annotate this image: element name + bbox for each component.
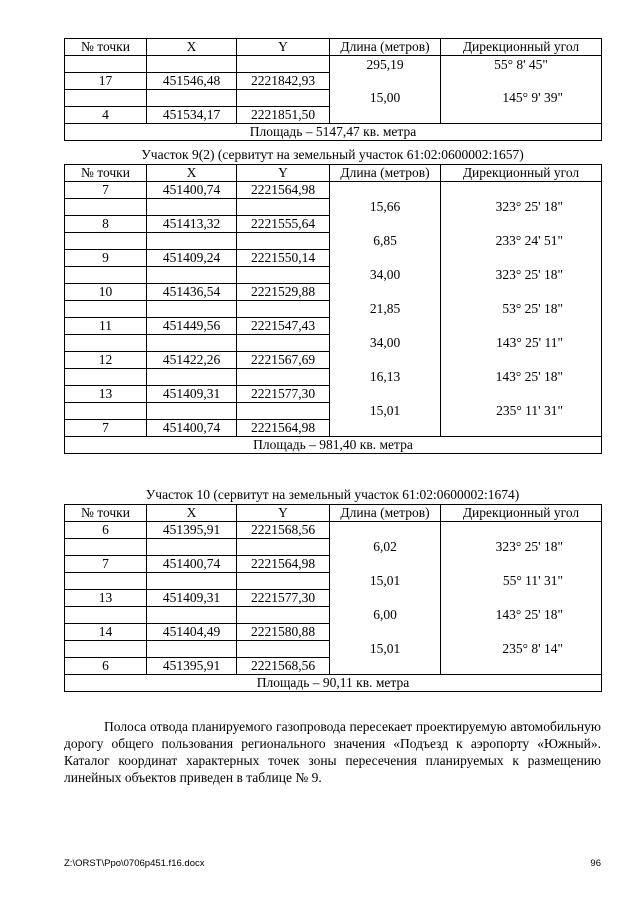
- header-y: Y: [237, 505, 330, 522]
- header-x: X: [147, 39, 237, 56]
- point-number: 17: [65, 73, 147, 90]
- table-row: [65, 250, 602, 267]
- table-header-row: [65, 505, 602, 522]
- point-x: 451409,31: [147, 590, 237, 607]
- area-value: Площадь – 5147,47 кв. метра: [65, 124, 602, 141]
- segment-angle: 323° 25' 18": [441, 199, 602, 216]
- segment-angle: 145° 9' 39": [441, 90, 602, 107]
- point-y: 2221547,43: [237, 318, 330, 335]
- segment-angle: 233° 24' 51": [441, 233, 602, 250]
- point-number: 10: [65, 284, 147, 301]
- segment-angle: 143° 25' 18": [441, 607, 602, 624]
- page-number: 96: [590, 858, 601, 869]
- table-row: [65, 301, 602, 318]
- table-row: [65, 624, 602, 641]
- segment-length: 21,85: [330, 301, 441, 318]
- area-row: [65, 437, 602, 454]
- point-x: 451449,56: [147, 318, 237, 335]
- point-y: 2221567,69: [237, 352, 330, 369]
- segment-length: 15,66: [330, 199, 441, 216]
- footer-file-path: Z:\ORST\Ppo\0706p451.f16.docx: [64, 858, 205, 869]
- point-number: 8: [65, 216, 147, 233]
- point-y: 2221550,14: [237, 250, 330, 267]
- segment-length: 6,85: [330, 233, 441, 250]
- point-number: 7: [65, 420, 147, 437]
- point-x: 451422,26: [147, 352, 237, 369]
- segment-angle: 235° 8' 14": [441, 641, 602, 658]
- section-10-title: Участок 10 (сервитут на земельный участок 61:02:0600002:1674): [145, 487, 520, 502]
- point-y: 2221568,56: [237, 658, 330, 675]
- table-row: [65, 199, 602, 216]
- point-y: 2221555,64: [237, 216, 330, 233]
- table-row: [65, 386, 602, 403]
- segment-length: 15,01: [330, 641, 441, 658]
- segment-angle: 323° 25' 18": [441, 267, 602, 284]
- table-row: [65, 56, 602, 73]
- point-number: 13: [65, 590, 147, 607]
- table-header-row: [65, 39, 602, 56]
- point-y: 2221529,88: [237, 284, 330, 301]
- point-number: 9: [65, 250, 147, 267]
- point-x: 451546,48: [147, 73, 237, 90]
- header-length: Длина (метров): [330, 39, 441, 56]
- header-point: № точки: [65, 165, 147, 182]
- header-angle: Дирекционный угол: [441, 165, 602, 182]
- point-y: 2221564,98: [237, 556, 330, 573]
- table-row: [65, 420, 602, 437]
- segment-length: 15,01: [330, 403, 441, 420]
- point-number: 4: [65, 107, 147, 124]
- point-number: 6: [65, 522, 147, 539]
- point-x: 451534,17: [147, 107, 237, 124]
- point-x: 451404,49: [147, 624, 237, 641]
- point-number: 13: [65, 386, 147, 403]
- table-row: [65, 216, 602, 233]
- segment-angle: 55° 8' 45": [441, 56, 602, 73]
- table-row: [65, 352, 602, 369]
- point-number: 6: [65, 658, 147, 675]
- area-row: [65, 124, 602, 141]
- segment-length: 15,01: [330, 573, 441, 590]
- table-row: [65, 522, 602, 539]
- point-number: 7: [65, 182, 147, 199]
- area-row: [65, 675, 602, 692]
- point-number: 14: [65, 624, 147, 641]
- table-row: [65, 641, 602, 658]
- point-x: 451409,31: [147, 386, 237, 403]
- table-row: [65, 607, 602, 624]
- table-row: [65, 284, 602, 301]
- point-number: 7: [65, 556, 147, 573]
- segment-angle: 143° 25' 18": [441, 369, 602, 386]
- segment-angle: 323° 25' 18": [441, 539, 602, 556]
- header-angle: Дирекционный угол: [441, 39, 602, 56]
- point-x: 451413,32: [147, 216, 237, 233]
- table-header-row: [65, 165, 602, 182]
- point-x: 451395,91: [147, 522, 237, 539]
- table-row: [65, 73, 602, 90]
- area-value: Площадь – 90,11 кв. метра: [65, 675, 602, 692]
- table-row: [65, 335, 602, 352]
- segment-length: 6,02: [330, 539, 441, 556]
- point-number: 11: [65, 318, 147, 335]
- table-row: [65, 539, 602, 556]
- point-x: 451409,24: [147, 250, 237, 267]
- segment-length: 34,00: [330, 267, 441, 284]
- point-y: 2221577,30: [237, 386, 330, 403]
- table-row: [65, 267, 602, 284]
- section-10-body: [65, 522, 602, 675]
- table-row: [65, 182, 602, 199]
- table-row: [65, 403, 602, 420]
- table-row: [65, 318, 602, 335]
- table-row: [65, 90, 602, 107]
- header-x: X: [147, 165, 237, 182]
- point-y: 2221577,30: [237, 590, 330, 607]
- point-number: 12: [65, 352, 147, 369]
- table-row: [65, 556, 602, 573]
- segment-length: 295,19: [330, 56, 441, 73]
- point-y: 2221851,50: [237, 107, 330, 124]
- point-y: 2221580,88: [237, 624, 330, 641]
- header-x: X: [147, 505, 237, 522]
- point-x: 451400,74: [147, 420, 237, 437]
- point-x: 451400,74: [147, 556, 237, 573]
- header-y: Y: [237, 39, 330, 56]
- point-x: 451436,54: [147, 284, 237, 301]
- body-paragraph: Полоса отвода планируемого газопровода пересекает проектируемую автомобильную дорогу общего пользования регионального значения «Подъезд к аэропорту «Южный». Каталог координат характерных точек зоны пересечения планируемых к размещению линейных объектов приведен в таблице № 9.: [64, 719, 601, 785]
- segment-angle: 235° 11' 31": [441, 403, 602, 420]
- point-y: 2221842,93: [237, 73, 330, 90]
- coords-table-section-9: [64, 164, 602, 454]
- segment-length: 15,00: [330, 90, 441, 107]
- header-point: № точки: [65, 39, 147, 56]
- header-length: Длина (метров): [330, 505, 441, 522]
- table-row: [65, 573, 602, 590]
- header-length: Длина (метров): [330, 165, 441, 182]
- table-row: [65, 233, 602, 250]
- segment-length: 34,00: [330, 335, 441, 352]
- table-row: [65, 107, 602, 124]
- point-x: 451395,91: [147, 658, 237, 675]
- header-y: Y: [237, 165, 330, 182]
- coords-table-section-10: [64, 504, 602, 692]
- point-y: 2221564,98: [237, 182, 330, 199]
- header-angle: Дирекционный угол: [441, 505, 602, 522]
- table-row: [65, 369, 602, 386]
- point-x: 451400,74: [147, 182, 237, 199]
- point-y: 2221564,98: [237, 420, 330, 437]
- coords-table-continued: [64, 38, 602, 141]
- area-value: Площадь – 981,40 кв. метра: [65, 437, 602, 454]
- segment-angle: 143° 25' 11": [441, 335, 602, 352]
- table-row: [65, 590, 602, 607]
- table-row: [65, 658, 602, 675]
- header-point: № точки: [65, 505, 147, 522]
- section-9-title: Участок 9(2) (сервитут на земельный участок 61:02:0600002:1657): [141, 147, 524, 162]
- section-9-body: [65, 182, 602, 437]
- segment-angle: 53° 25' 18": [441, 301, 602, 318]
- segment-angle: 55° 11' 31": [441, 573, 602, 590]
- point-y: 2221568,56: [237, 522, 330, 539]
- segment-length: 16,13: [330, 369, 441, 386]
- segment-length: 6,00: [330, 607, 441, 624]
